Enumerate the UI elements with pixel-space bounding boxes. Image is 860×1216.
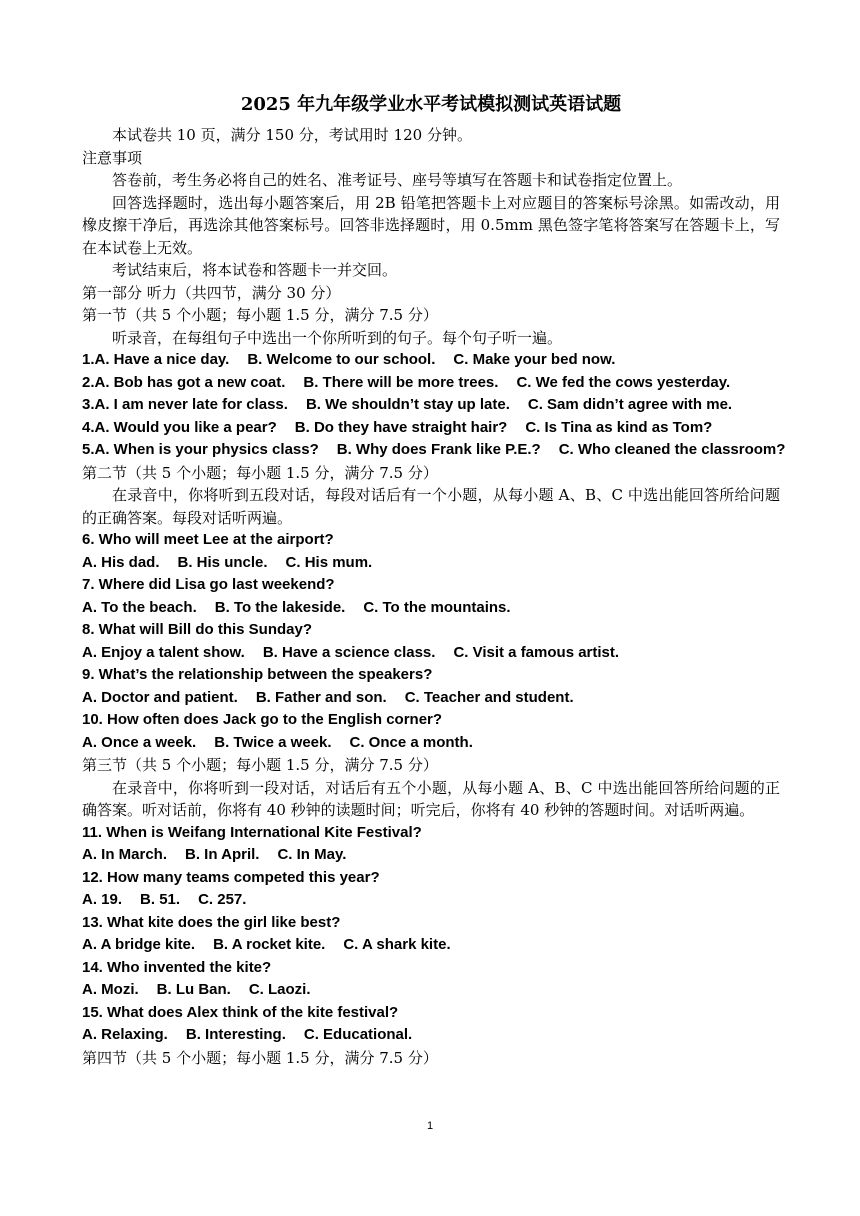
option-c: C. 257. bbox=[198, 891, 247, 908]
option-b: B. His uncle. bbox=[177, 553, 268, 571]
option-c: C. Who cleaned the classroom? bbox=[558, 441, 786, 458]
note-1: 答卷前，考生务必将自己的姓名、准考证号、座号等填写在答题卡和试卷指定位置上。 bbox=[112, 171, 683, 189]
question-6: 6. Who will meet Lee at the airport? bbox=[82, 531, 334, 548]
note-2: 回答选择题时，选出每小题答案后，用 2B 铅笔把答题卡上对应题目的答案标号涂黑。如需改动，用橡皮擦干净后，再选涂其他答案标号。回答非选择题时，用 0.5mm 黑色签字笔将答案写在答题卡上，写在本试卷上无效。 bbox=[82, 193, 780, 257]
option-a: A. A bridge kite. bbox=[82, 936, 196, 953]
options-13 bbox=[82, 934, 780, 957]
option-b: B. Have a science class. bbox=[262, 643, 436, 661]
option-b: B. There will be more trees. bbox=[303, 373, 499, 391]
option-b: B. Do they have straight hair? bbox=[294, 418, 508, 436]
intro-text: 本试卷共 10 页，满分 150 分，考试用时 120 分钟。 bbox=[112, 126, 472, 144]
option-a: A. 19. bbox=[82, 891, 123, 908]
option-c: C. His mum. bbox=[285, 553, 373, 571]
option-b: B. Welcome to our school. bbox=[247, 351, 436, 368]
option-c: C. Educational. bbox=[303, 1026, 413, 1043]
question-12: 12. How many teams competed this year? bbox=[82, 868, 380, 886]
section3-heading: 第三节（共 5 个小题；每小题 1.5 分，满分 7.5 分） bbox=[82, 756, 438, 774]
options-15 bbox=[82, 1024, 780, 1047]
options-9 bbox=[82, 687, 780, 710]
options-6 bbox=[82, 552, 780, 575]
section3-instruction: 在录音中，你将听到一段对话，对话后有五个小题，从每小题 A、B、C 中选出能回答所给问题的正确答案。听对话前，你将有 40 秒钟的读题时间；听完后，你将有 40 秒钟的答题时间。对话听两遍。 bbox=[82, 778, 780, 819]
section2-instruction: 在录音中，你将听到五段对话，每段对话后有一个小题，从每小题 A、B、C 中选出能回答所给问题的正确答案。每段对话听两遍。 bbox=[82, 486, 780, 527]
option-a: A. In March. bbox=[82, 846, 168, 863]
option-c: C. Teacher and student. bbox=[404, 688, 574, 706]
option-c: C. Laozi. bbox=[248, 981, 311, 998]
page-number: 1 bbox=[426, 1120, 434, 1132]
option-c: C. A shark kite. bbox=[343, 936, 451, 953]
question-2: 2.A. Bob has got a new coat. B. There will be more trees. C. We fed the cows yesterday. bbox=[82, 372, 780, 395]
section2-heading: 第二节（共 5 个小题；每小题 1.5 分，满分 7.5 分） bbox=[82, 463, 438, 482]
section1-instruction: 听录音，在每组句子中选出一个你所听到的句子。每个句子听一遍。 bbox=[112, 328, 563, 347]
option-c: C. To the mountains. bbox=[363, 598, 511, 616]
option-b: B. In April. bbox=[185, 846, 260, 863]
section1-heading: 第一节（共 5 个小题；每小题 1.5 分，满分 7.5 分） bbox=[82, 306, 438, 324]
option-a: A. Relaxing. bbox=[82, 1026, 168, 1043]
question-15: 15. What does Alex think of the kite festival? bbox=[82, 1003, 399, 1021]
question-13: 13. What kite does the girl like best? bbox=[82, 913, 341, 931]
option-b: B. 51. bbox=[140, 891, 181, 908]
options-14 bbox=[82, 979, 780, 1002]
options-8 bbox=[82, 642, 780, 665]
options-11 bbox=[82, 844, 780, 867]
option-a: A. I am never late for class. bbox=[94, 396, 288, 413]
option-a: A. Bob has got a new coat. bbox=[94, 373, 286, 391]
option-c: C. Is Tina as kind as Tom? bbox=[525, 418, 713, 436]
option-c: C. In May. bbox=[277, 846, 347, 863]
options-12 bbox=[82, 889, 780, 912]
option-b: B. Interesting. bbox=[185, 1026, 286, 1043]
question-14: 14. Who invented the kite? bbox=[82, 958, 272, 976]
option-b: B. Lu Ban. bbox=[156, 981, 231, 998]
question-3: 3.A. I am never late for class. B. We shouldn’t stay up late. C. Sam didn’t agree with me. bbox=[82, 394, 780, 417]
notes-heading: 注意事项 bbox=[82, 148, 143, 167]
option-a: A. Once a week. bbox=[82, 733, 197, 751]
section4-heading: 第四节（共 5 个小题；每小题 1.5 分，满分 7.5 分） bbox=[82, 1048, 438, 1067]
option-c: C. Once a month. bbox=[349, 733, 473, 751]
option-a: A. Have a nice day. bbox=[94, 351, 230, 368]
question-1: 1.A. Have a nice day. B. Welcome to our school. C. Make your bed now. bbox=[82, 349, 780, 372]
question-9: 9. What’s the relationship between the speakers? bbox=[82, 666, 433, 683]
page-title: 2025 年九年级学业水平考试模拟测试英语试题 bbox=[240, 94, 622, 115]
question-5: 5.A. When is your physics class? B. Why does Frank like P.E.? C. Who cleaned the classroom? bbox=[82, 439, 780, 462]
option-a: A. Enjoy a talent show. bbox=[82, 643, 245, 661]
option-c: C. Make your bed now. bbox=[453, 351, 616, 368]
question-7: 7. Where did Lisa go last weekend? bbox=[82, 576, 335, 593]
option-a: A. Mozi. bbox=[82, 981, 139, 998]
question-11: 11. When is Weifang International Kite Festival? bbox=[82, 823, 422, 841]
option-a: A. When is your physics class? bbox=[94, 441, 319, 458]
option-b: B. A rocket kite. bbox=[213, 936, 326, 953]
option-a: A. To the beach. bbox=[82, 598, 197, 616]
option-c: C. Sam didn’t agree with me. bbox=[527, 396, 733, 413]
options-10 bbox=[82, 732, 780, 755]
option-a: A. Doctor and patient. bbox=[82, 688, 238, 706]
option-c: C. Visit a famous artist. bbox=[453, 643, 620, 661]
option-a: A. His dad. bbox=[82, 553, 160, 571]
part1-heading: 第一部分 听力（共四节，满分 30 分） bbox=[82, 283, 341, 302]
option-b: B. Twice a week. bbox=[214, 733, 332, 751]
option-b: B. Father and son. bbox=[255, 688, 387, 706]
option-b: B. Why does Frank like P.E.? bbox=[336, 441, 541, 458]
question-8: 8. What will Bill do this Sunday? bbox=[82, 621, 313, 638]
exam-page bbox=[82, 92, 786, 1069]
options-7 bbox=[82, 597, 780, 620]
option-b: B. We shouldn’t stay up late. bbox=[305, 396, 510, 413]
question-10: 10. How often does Jack go to the English corner? bbox=[82, 711, 443, 728]
option-b: B. To the lakeside. bbox=[214, 598, 346, 616]
note-3: 考试结束后，将本试卷和答题卡一并交回。 bbox=[112, 261, 398, 279]
option-a: A. Would you like a pear? bbox=[94, 418, 277, 436]
option-c: C. We fed the cows yesterday. bbox=[516, 373, 731, 391]
question-4: 4.A. Would you like a pear? B. Do they have straight hair? C. Is Tina as kind as Tom? bbox=[82, 417, 780, 440]
